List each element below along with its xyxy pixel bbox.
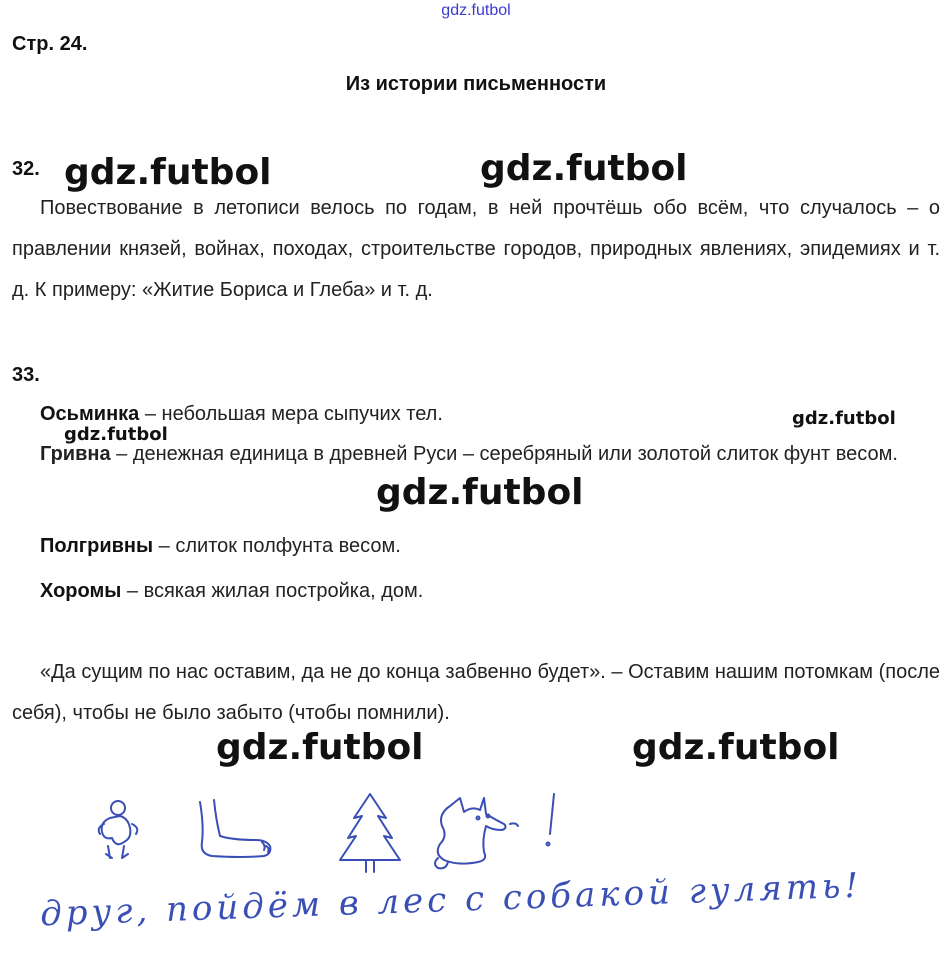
term-grivna (12, 434, 940, 475)
term-definition: – небольшая мера сыпучих тел. (139, 403, 443, 425)
pictograph-drawing (40, 780, 640, 890)
exercise-33-quote: «Да сущим по нас оставим, да не до конца забвенно будет». – Оставим нашим потомкам (после себя), чтобы не было забыто (чтобы помнили). (12, 661, 940, 724)
term-definition: – слиток полфунта весом. (153, 535, 401, 557)
exercise-32-text: Повествование в летописи велось по годам, в ней прочтёшь обо всём, что случалось – о правлении князей, войнах, походах, строительстве городов, природных явлениях, эпидемиях и т. д. К примеру: «Житие Бориса и Глеба» и т. д. (12, 197, 940, 301)
dog-icon (435, 798, 518, 868)
term-definition: – денежная единица в древней Руси – серебряный или золотой слиток фунт весом. (110, 443, 898, 465)
term-name: Гривна (40, 443, 111, 465)
watermark: gdz.futbol (216, 727, 424, 768)
term-polgrivny (40, 535, 401, 558)
exercise-32-number: 32. (12, 158, 40, 180)
watermark: gdz.futbol (480, 148, 688, 189)
term-name: Осьминка (40, 403, 140, 425)
watermark: gdz.futbol (64, 424, 168, 445)
term-name: Хоромы (40, 580, 122, 602)
tree-icon (340, 794, 400, 872)
watermark: gdz.futbol (632, 727, 840, 768)
watermark: gdz.futbol (64, 152, 272, 193)
watermark: gdz.futbol (376, 472, 584, 513)
term-osminka (40, 403, 443, 426)
exclamation-icon (547, 794, 555, 846)
watermark: gdz.futbol (792, 408, 896, 429)
person-icon (99, 801, 138, 858)
page-number: Стр. 24. (12, 33, 88, 55)
page-title: Из истории письменности (345, 73, 607, 95)
term-definition: – всякая жилая постройка, дом. (121, 580, 424, 602)
watermark-top: gdz.futbol (441, 2, 511, 19)
foot-icon (200, 800, 270, 857)
term-name: Полгривны (40, 535, 154, 557)
term-khoromy (40, 580, 423, 603)
exercise-33-number: 33. (12, 364, 40, 386)
handwritten-rebus-answer: друг, пойдём в лес с собакой гулять! (39, 865, 863, 935)
